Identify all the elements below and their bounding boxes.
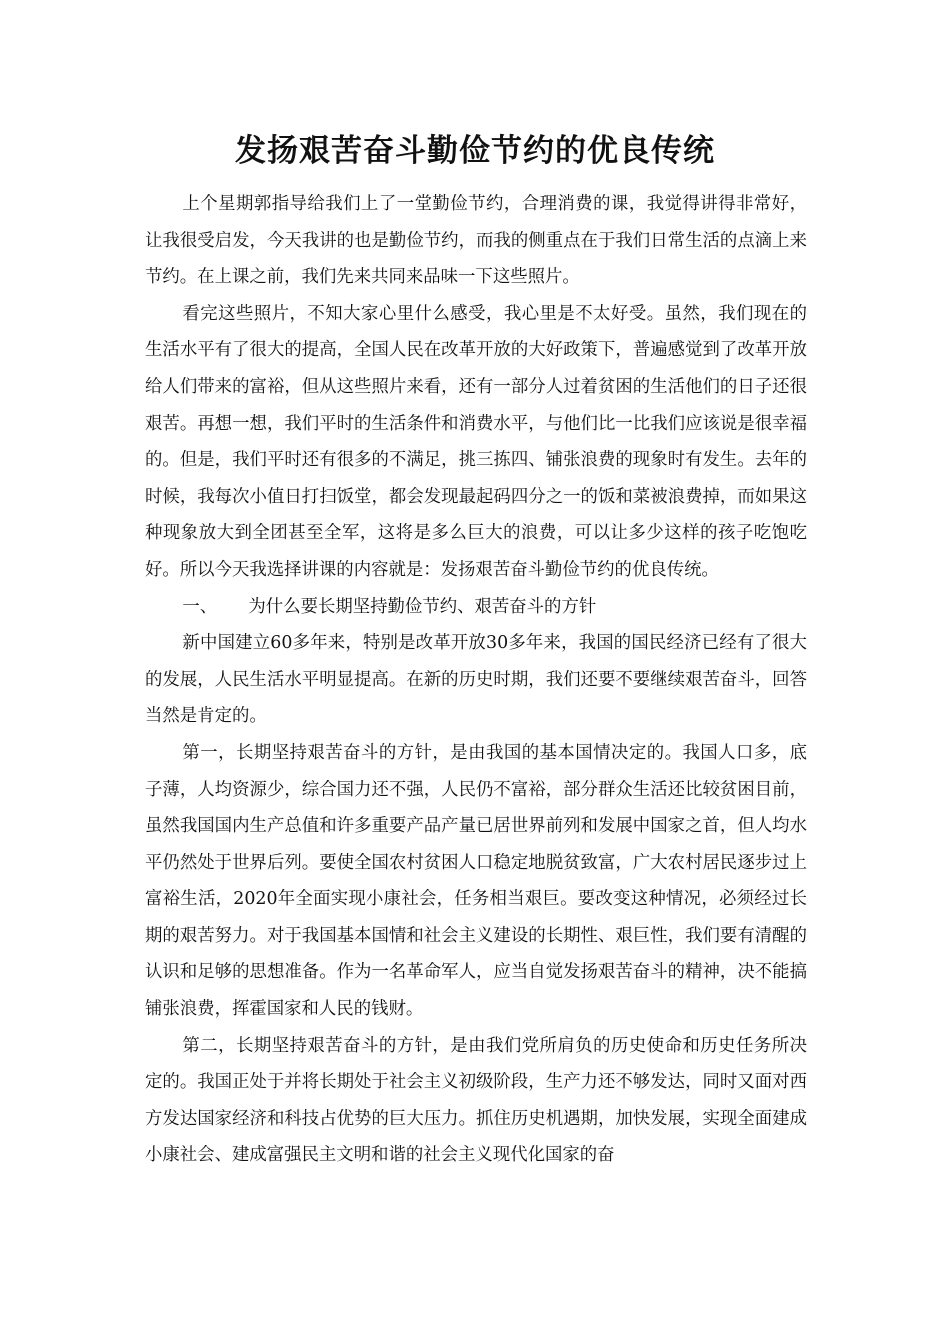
document-body: [145, 186, 807, 1174]
paragraph-photos-reflection: 看完这些照片，不知大家心里什么感受，我心里是不太好受。虽然，我们现在的生活水平有了很大的提高，全国人民在改革开放的大好政策下，普遍感觉到了改革开放给人们带来的富裕，但从这些照片来看，还有一部分人过着贫困的生活他们的日子还很艰苦。再想一想，我们平时的生活条件和消费水平，与他们比一比我们应该说是很幸福的。但是，我们平时还有很多的不满足，挑三拣四、铺张浪费的现象时有发生。去年的时候，我每次小值日打扫饭堂，都会发现最起码四分之一的饭和菜被浪费掉，而如果这种现象放大到全团甚至全军，这将是多么巨大的浪费，可以让多少这样的孩子吃饱吃好。所以今天我选择讲课的内容就是：发扬艰苦奋斗勤俭节约的优良传统。: [145, 303, 807, 580]
paragraph-first-reason: 第一，长期坚持艰苦奋斗的方针，是由我国的基本国情决定的。我国人口多，底子薄，人均资源少，综合国力还不强，人民仍不富裕，部分群众生活还比较贫困目前，虽然我国国内生产总值和许多重要产品产量已居世界前列和发展中国家之首，但人均水平仍然处于世界后列。要使全国农村贫困人口稳定地脱贫致富，广大农村居民逐步过上富裕生活，2020年全面实现小康社会，任务相当艰巨。要改变这种情况，必须经过长期的艰苦努力。对于我国基本国情和社会主义建设的长期性、艰巨性，我们要有清醒的认识和足够的思想准备。作为一名革命军人，应当自觉发扬艰苦奋斗的精神，决不能搞铺张浪费，挥霍国家和人民的钱财。: [145, 742, 807, 1020]
paragraph-intro: 上个星期郭指导给我们上了一堂勤俭节约，合理消费的课，我觉得讲得非常好，让我很受启发，今天我讲的也是勤俭节约，而我的侧重点在于我们日常生活的点滴上来节约。在上课之前，我们先来共同来品味一下这些照片。: [145, 194, 807, 288]
paragraph-second-reason: 第二，长期坚持艰苦奋斗的方针，是由我们党所肩负的历史使命和历史任务所决定的。我国正处于并将长期处于社会主义初级阶段，生产力还不够发达，同时又面对西方发达国家经济和科技占优势的巨大压力。抓住历史机遇期，加快发展，实现全面建成小康社会、建成富强民主文明和谐的社会主义现代化国家的奋: [145, 1035, 807, 1166]
section-heading-text: 为什么要长期坚持勤俭节约、艰苦奋斗的方针: [248, 596, 597, 617]
document-title: 发扬艰苦奋斗勤俭节约的优良传统: [235, 133, 715, 169]
section-heading: [145, 589, 807, 626]
section-heading-number: 一、: [182, 596, 218, 617]
paragraph-development: 新中国建立60多年来，特别是改革开放30多年来，我国的国民经济已经有了很大的发展，人民生活水平明显提高。在新的历史时期，我们还要不要继续艰苦奋斗，回答当然是肯定的。: [145, 633, 807, 727]
